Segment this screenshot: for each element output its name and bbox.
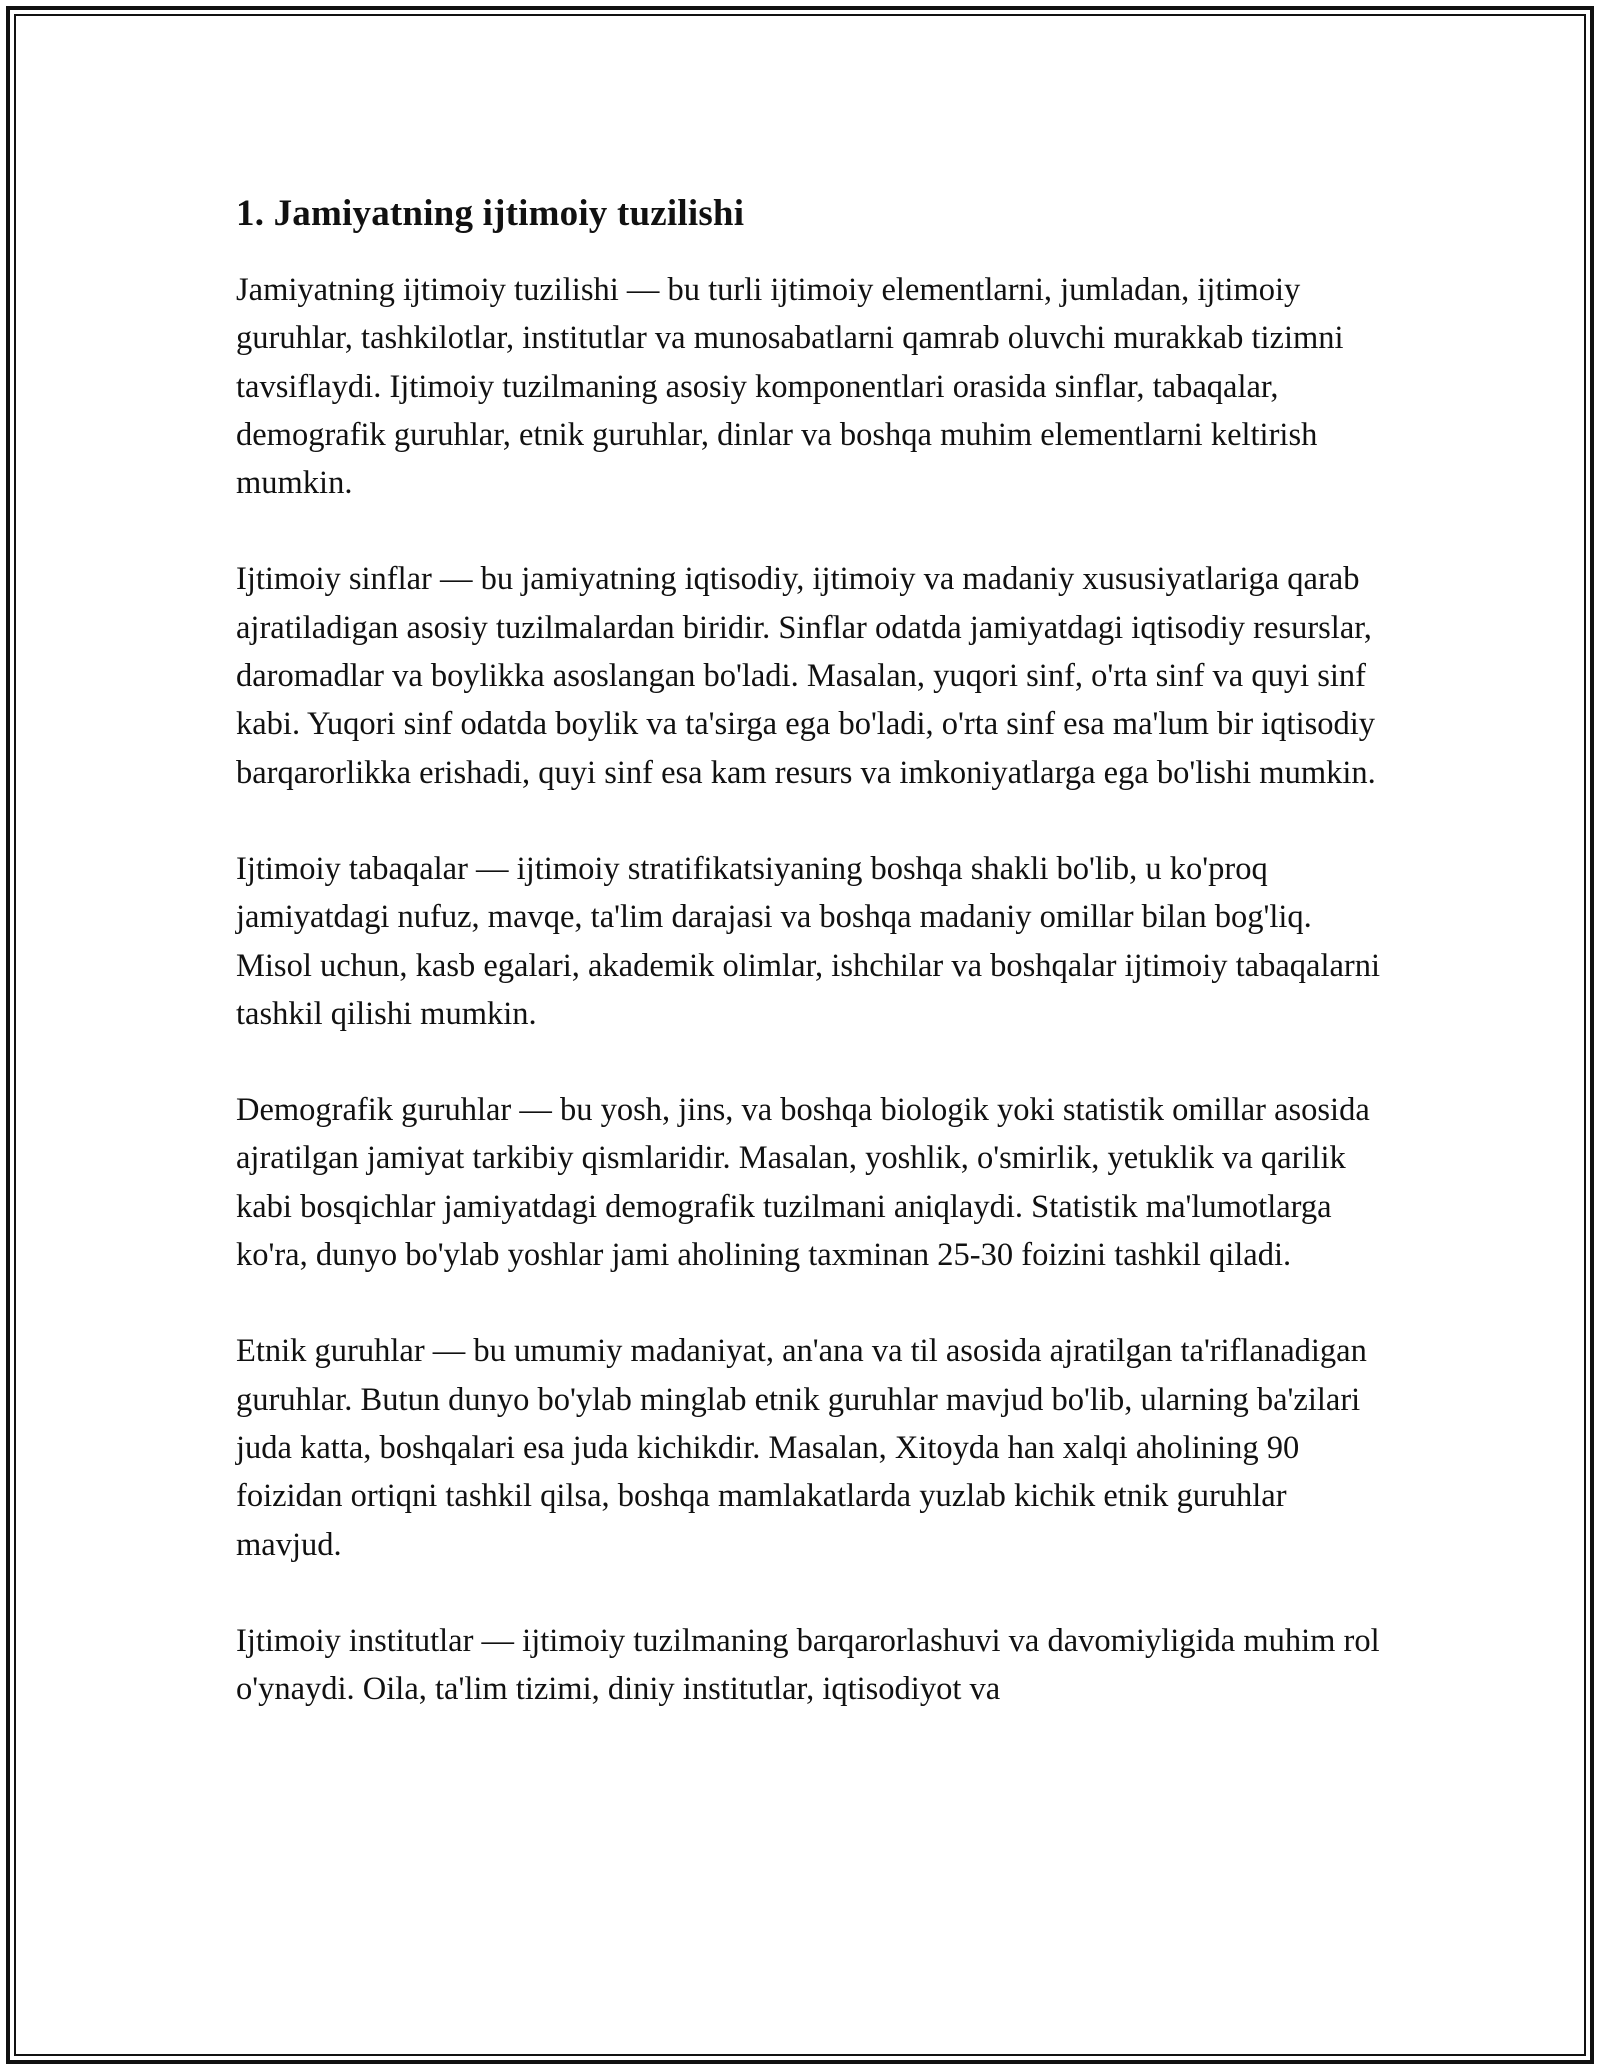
paragraph-social-strata: Ijtimoiy tabaqalar — ijtimoiy stratifikatsiyaning boshqa shakli bo'lib, u ko'proq jamiyatdagi nufuz, mavqe, ta'lim darajasi va boshqa madaniy omillar bilan bog'liq. Misol uchun, kasb egalari, akademik olimlar, ishchilar va boshqalar ijtimoiy tabaqalarni tashkil qilishi mumkin.: [236, 850, 1381, 1032]
paragraph-ethnic-groups: Etnik guruhlar — bu umumiy madaniyat, an'ana va til asosida ajratilgan ta'riflanadigan guruhlar. Butun dunyo bo'ylab minglab etnik guruhlar mavjud bo'lib, ularning ba'zilari juda katta, boshqalari esa juda kichikdir. Masalan, Xitoyda han xalqi aholining 90 foizidan ortiqni tashkil qilsa, boshqa mamlakatlarda yuzlab kichik etnik guruhlar mavjud.: [236, 1333, 1367, 1563]
paragraph-intro: Jamiyatning ijtimoiy tuzilishi — bu turli ijtimoiy elementlarni, jumladan, ijtimoiy guruhlar, tashkilotlar, institutlar va munosabatlarni qamrab oluvchi murakkab tizimni tavsiflaydi. Ijtimoiy tuzilmaning asosiy komponentlari orasida sinflar, tabaqalar, demografik guruhlar, etnik guruhlar, dinlar va boshqa muhim elementlarni keltirish mumkin.: [236, 272, 1344, 502]
section-heading: 1. Jamiyatning ijtimoiy tuzilishi: [236, 193, 745, 234]
document-body: [236, 186, 1380, 1761]
paragraph-social-classes: Ijtimoiy sinflar — bu jamiyatning iqtisodiy, ijtimoiy va madaniy xususiyatlariga qarab ajratiladigan asosiy tuzilmalardan biridir. Sinflar odatda jamiyatdagi iqtisodiy resurslar, daromadlar va boylikka asoslangan bo'ladi. Masalan, yuqori sinf, o'rta sinf va quyi sinf kabi. Yuqori sinf odatda boylik va ta'sirga ega bo'ladi, o'rta sinf esa ma'lum bir iqtisodiy barqarorlikka erishadi, quyi sinf esa kam resurs va imkoniyatlarga ega bo'lishi mumkin.: [236, 561, 1376, 791]
paragraph-demographic-groups: Demografik guruhlar — bu yosh, jins, va boshqa biologik yoki statistik omillar asosida ajratilgan jamiyat tarkibiy qismlaridir. Masalan, yoshlik, o'smirlik, yetuklik va qarilik kabi bosqichlar jamiyatdagi demografik tuzilmani aniqlaydi. Statistik ma'lumotlarga ko'ra, dunyo bo'ylab yoshlar jami aholining taxminan 25-30 foizini tashkil qiladi.: [236, 1092, 1370, 1274]
paragraph-social-institutions: Ijtimoiy institutlar — ijtimoiy tuzilmaning barqarorlashuvi va davomiyligida muhim rol o'ynaydi. Oila, ta'lim tizimi, diniy institutlar, iqtisodiyot va: [236, 1622, 1380, 1708]
